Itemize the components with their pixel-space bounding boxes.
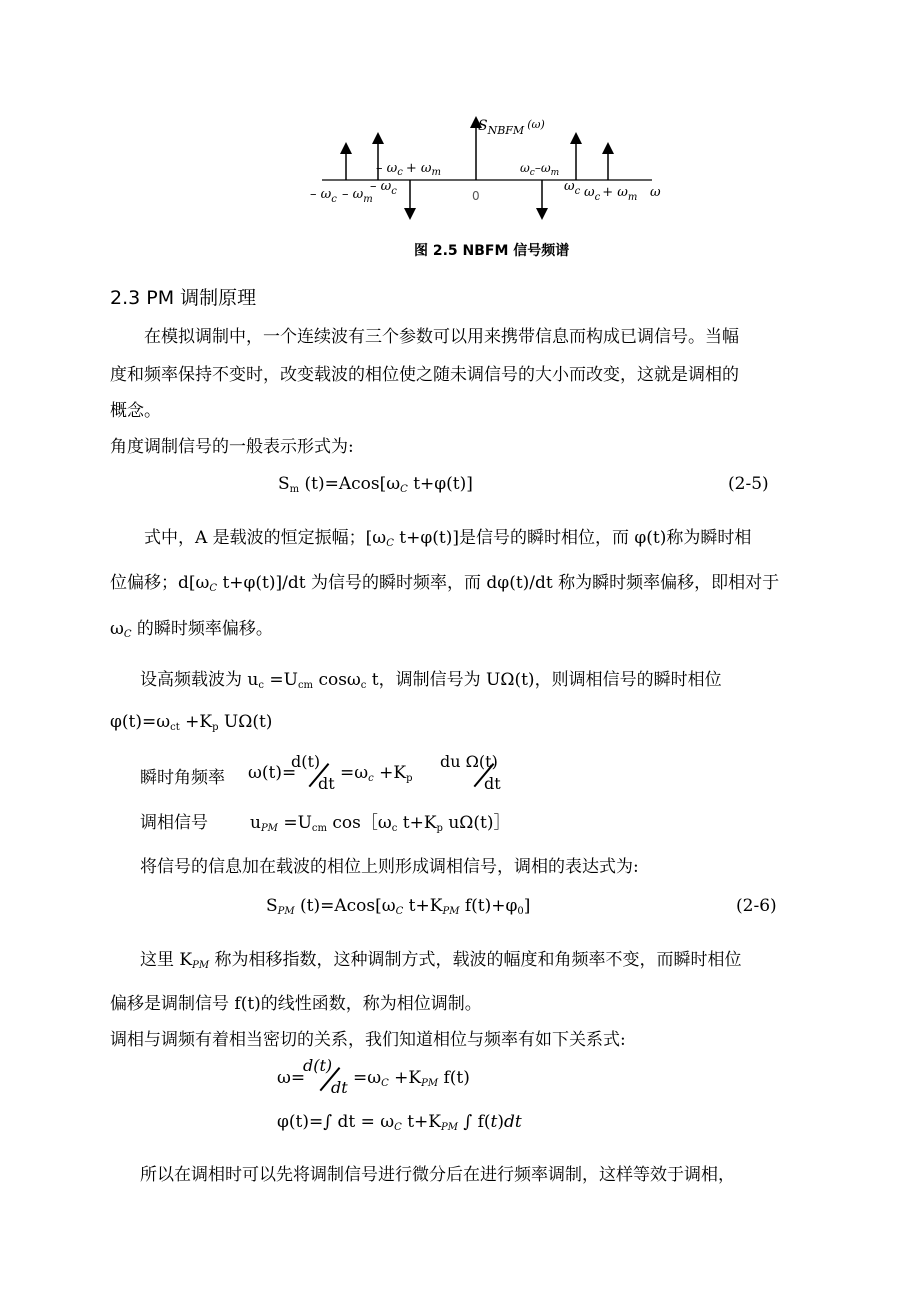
label-neg-wc: – $\omega_c$ — [310, 187, 337, 205]
paragraph-2: 角度调制信号的一般表示形式为: — [110, 437, 354, 457]
paragraph-3-line-2: 位偏移；d[ωC t+φ(t)]/dt 为信号的瞬时频率，而 dφ(t)/dt 称为瞬时频率偏移，即相对于 — [110, 573, 780, 594]
inst-freq-label: 瞬时角频率 — [140, 768, 225, 788]
equation-2-6: SPM (t)=Acos[ωC t+KPM $f(t)+\varphi_0$] — [266, 896, 531, 917]
label-left-upper: – $\omega_c + \omega_m$ — [376, 161, 441, 178]
equation-2-5: $S_m$ (t)=Acos[ωC t+φ(t)] — [278, 474, 473, 495]
label-right-wc2-plus-wm: $\omega_c + \omega_m$ — [584, 185, 638, 203]
label-right-upper: $\omega_c-\omega_m$ — [520, 161, 560, 178]
spectrum-figure — [300, 110, 680, 220]
paragraph-3-line-1: 式中，A 是载波的恒定振幅；[ωC t+φ(t)]是信号的瞬时相位，而 φ(t)称为瞬时相 — [144, 528, 752, 549]
inst-freq-equation: ω(t)= d(t) dt $=\omega c +K_p$ du Ω(t) dt — [248, 752, 501, 793]
equation-number-2-6: (2-6) — [736, 896, 777, 916]
paragraph-8: 所以在调相时可以先将调制信号进行微分后在进行频率调制，这样等效于调相， — [140, 1165, 735, 1185]
paragraph-3-line-3: ωC 的瞬时频率偏移。 — [110, 619, 273, 640]
pm-signal-label: 调相信号 — [140, 813, 208, 833]
paragraph-6-line-1: 这里 KPM 称为相移指数，这种调制方式，载波的幅度和角频率不变，而瞬时相位 — [140, 950, 742, 971]
phase-integral-equation: φ(t)=∫ dt = ωC t+KPM ∫ f(t)dt — [277, 1112, 522, 1133]
phase-equation: $\varphi(t)=\omega_{ct} +K_p$ UΩ(t) — [110, 712, 273, 733]
equation-number-2-5: (2-5) — [728, 474, 769, 494]
origin-label: 0 — [472, 189, 480, 203]
paragraph-1-line-3: 概念。 — [110, 401, 161, 421]
label-right-wc: $\omega_c$ — [564, 179, 581, 197]
paragraph-7: 调相与调频有着相当密切的关系，我们知道相位与频率有如下关系式: — [110, 1030, 626, 1050]
label-neg-wm: – $\omega_m$ — [342, 187, 373, 205]
figure-caption: 图 2.5 NBFM 信号频谱 — [414, 243, 570, 259]
paragraph-1-line-2: 度和频率保持不变时，改变载波的相位使之随未调信号的大小而改变，这就是调相的 — [110, 365, 739, 385]
paragraph-4: 设高频载波为 $u_c =U_{cm}$ cosω$_c$ t，调制信号为 UΩ(t)，则调相信号的瞬时相位 — [140, 670, 722, 691]
pm-signal-equation: uPM $=U_{cm}$ $\cos[\omega_c$ $t+K_p$ uΩ(t)］ — [250, 813, 511, 834]
spectrum-diagram — [300, 110, 680, 220]
label-neg-wc2: – $\omega_c$ — [370, 179, 397, 197]
paragraph-5: 将信号的信息加在载波的相位上则形成调相信号，调相的表达式为: — [140, 857, 639, 877]
section-heading: 2.3 PM 调制原理 — [110, 287, 257, 309]
x-axis-label: ω — [650, 185, 661, 200]
y-axis-label: $S_{NBFM}$ $^{(\omega)}$ — [478, 118, 545, 137]
omega-equation: ω= d(t) dt =ωC +KPM f(t) — [277, 1056, 470, 1097]
paragraph-6-line-2: 偏移是调制信号 f(t)的线性函数，称为相位调制。 — [110, 994, 482, 1014]
paragraph-1-line-1: 在模拟调制中，一个连续波有三个参数可以用来携带信息而构成已调信号。当幅 — [144, 327, 739, 347]
